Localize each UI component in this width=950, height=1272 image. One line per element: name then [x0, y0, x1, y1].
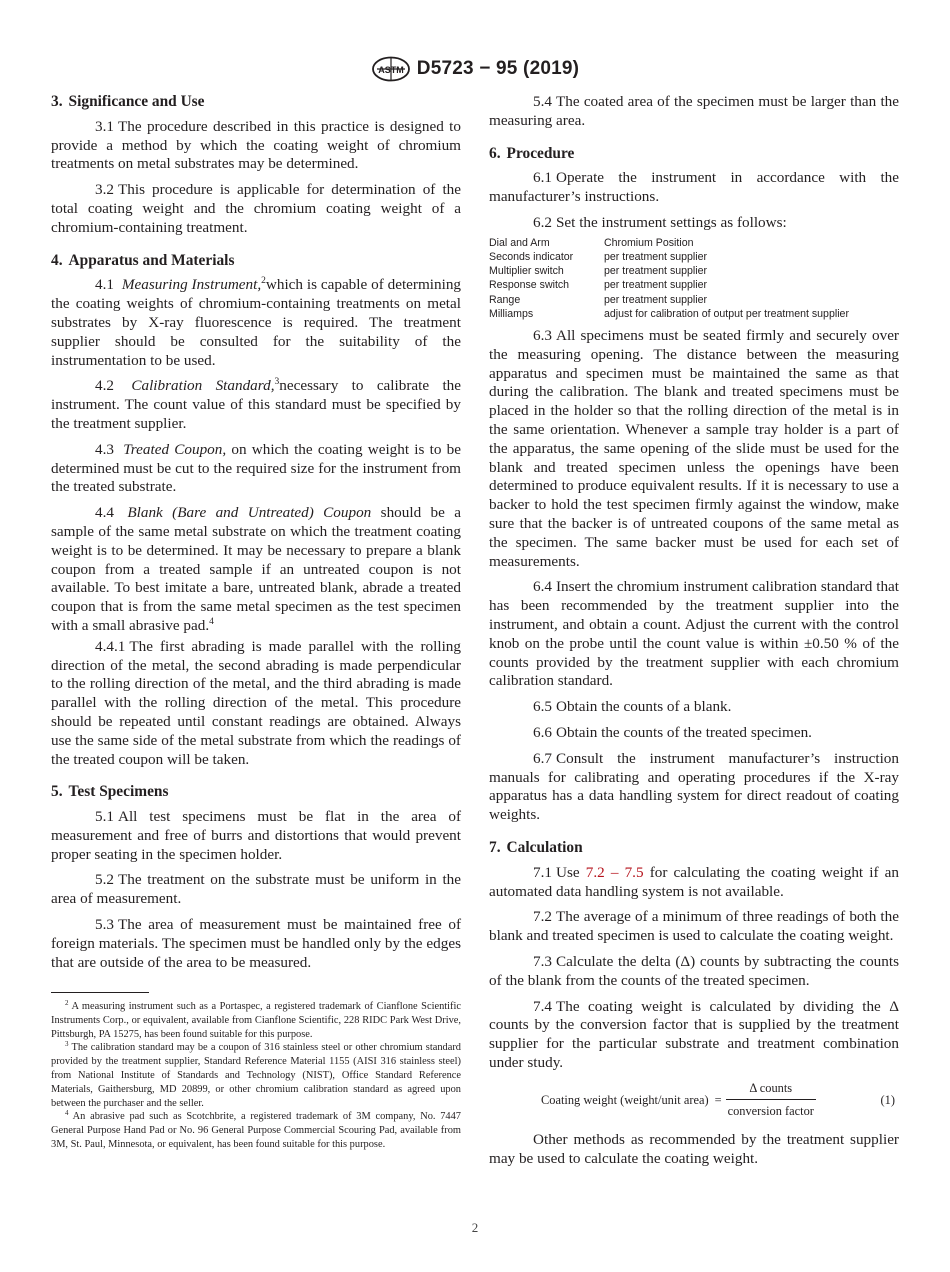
paragraph-number: 4.2 — [95, 377, 114, 395]
paragraph-text: The procedure described in this practice is designed to provide a method by which the coating weight of chromium treatments on metal substrates may be determined. — [51, 117, 461, 173]
paragraph-number: 4.4.1 — [95, 637, 126, 655]
paragraph-number: 7.1 — [533, 863, 552, 881]
fraction-denominator: conversion factor — [727, 1104, 814, 1119]
paragraph-number: 5.2 — [95, 871, 114, 889]
fraction — [728, 1079, 814, 1122]
settings-row — [489, 250, 899, 264]
paragraph-number: 6.6 — [533, 723, 552, 741]
footnote-text: The calibration standard may be a coupon of 316 stainless steel or other chromium standard provided by the treatment supplier, Standard Reference Material 1155 (AISI 316 stainless steel) from National Institute of Standards and Technology (NIST), Office Standard Reference Materials, Gaithersburg, MD 20899, or other chromium calibration standard as agreed upon between the purchaser and the seller. — [51, 1042, 461, 1109]
footnote-ref[interactable]: 4 — [209, 616, 214, 627]
setting-value: adjust for calibration of output per treatment supplier — [604, 307, 849, 320]
section-heading-7 — [489, 839, 899, 858]
footnote-ref[interactable]: 3 — [274, 377, 280, 388]
section-title: Procedure — [506, 144, 575, 162]
setting-name: Milliamps — [489, 307, 534, 320]
section-number: 4. — [51, 251, 63, 269]
instrument-settings-table — [489, 236, 899, 321]
setting-value: per treatment supplier — [604, 265, 708, 278]
paragraph-6-4 — [489, 578, 899, 691]
section-number: 6. — [489, 144, 501, 162]
fraction-numerator: Δ counts — [726, 1079, 816, 1101]
footnote-divider — [51, 992, 149, 993]
setting-name: Range — [489, 293, 521, 306]
page-number: 2 — [471, 1220, 479, 1235]
section-range-link[interactable]: 7.2 – 7.5 — [585, 863, 644, 881]
paragraph-number: 6.4 — [533, 578, 552, 596]
paragraph-6-2 — [489, 214, 899, 233]
paragraph-text: This procedure is applicable for determination of the total coating weight and the chromium coating weight of a chromium-containing treatment. — [51, 181, 461, 236]
paragraph-text: The treatment on the substrate must be uniform in the area of measurement. — [51, 871, 461, 908]
paragraph-number: 5.4 — [533, 93, 552, 110]
defined-term: Calibration Standard, — [131, 377, 275, 395]
paragraph-6-3 — [489, 327, 899, 571]
paragraph-text: All test specimens must be flat in the area of measurement and free of burrs and distortions that would prevent proper seating in the specimen holder. — [51, 808, 461, 863]
paragraph-text: which is capable of determining the coating weights of chromium-containing treatments on metal substrates by X-ray fluorescence is required. The treatment supplier should be consulted for the suitability of the instrumentation to be used. — [51, 276, 462, 369]
paragraph-text: The first abrading is made parallel with the rolling direction of the metal, the second abrading is made perpendicular to the rolling direction of the metal, and the third abrading is made parallel with the rolling direction of the metal. This procedure should be repeated until constant readings are obtained. Always use the same side of the metal substrate from which the readings of the treated coupon will be taken. — [51, 637, 461, 768]
paragraph-4-1 — [51, 276, 461, 370]
footnotes — [51, 1000, 461, 1152]
footnote-mark: 3 — [65, 1040, 69, 1049]
footnote-2 — [51, 1000, 461, 1041]
paragraph-number: 4.4 — [95, 504, 114, 522]
footnote-mark: 2 — [65, 999, 69, 1007]
setting-value: per treatment supplier — [604, 250, 708, 263]
footnote-text: An abrasive pad such as Scotchbrite, a registered trademark of 3M company, No. 7447 General Purpose Hand Pad or No. 96 General Purpose Commercial Scouring Pad, available from 3M, St. Paul, Minnesota, or equivalent, has been found suitable for this purpose. — [51, 1111, 462, 1150]
section-heading-5 — [51, 783, 461, 802]
paragraph-4-3 — [51, 441, 461, 497]
paragraph-text: The coated area of the specimen must be larger than the measuring area. — [489, 93, 899, 129]
paragraph-other-methods — [489, 1131, 899, 1169]
defined-term: Blank (Bare and Untreated) Coupon — [127, 504, 372, 522]
setting-name: Multiplier switch — [489, 265, 564, 278]
paragraph-text: Set the instrument settings as follows: — [555, 213, 787, 231]
equation-1 — [489, 1079, 899, 1122]
equation-lhs: Coating weight (weight/unit area) — [541, 1092, 709, 1107]
setting-name: Seconds indicator — [489, 250, 574, 263]
standard-designation: D5723 − 95 (2019) — [416, 58, 580, 79]
paragraph-6-5 — [489, 698, 899, 717]
paragraph-number: 5.3 — [95, 916, 114, 934]
equation-number: (1) — [880, 1092, 895, 1107]
paragraph-text: Other methods as recommended by the treatment supplier may be used to calculate the coating weight. — [489, 1131, 899, 1168]
paragraph-number: 4.3 — [95, 440, 114, 458]
paragraph-number: 6.2 — [533, 213, 552, 231]
paragraph-text: for calculating the coating weight if an automated data handling system is not available. — [489, 863, 899, 900]
paragraph-3-1 — [51, 118, 461, 174]
paragraph-number: 6.1 — [533, 169, 552, 187]
footnote-ref[interactable]: 2 — [261, 276, 266, 287]
paragraph-text: on which the coating weight is to be determined must be cut to the required size for the instrument from the treated substrate. — [51, 440, 461, 496]
section-number: 5. — [51, 783, 63, 801]
paragraph-text: Operate the instrument in accordance with the manufacturer’s instructions. — [489, 169, 899, 206]
paragraph-5-2 — [51, 871, 461, 909]
right-column — [489, 93, 899, 1176]
setting-value: per treatment supplier — [604, 293, 708, 306]
paragraph-text: Calculate the delta (Δ) counts by subtracting the counts of the blank from the counts of the treated specimen. — [489, 952, 899, 989]
paragraph-text: Obtain the counts of a blank. — [555, 698, 732, 716]
paragraph-text: should be a sample of the same metal substrate on which the treatment coating weight is to be determined. It may be necessary to prepare a blank coupon from a treated sample if an untreated coupon is not available. To best imitate a bare, untreated blank, abrade a treated coupon that is from the same metal specimen as the test specimen with a small abrasive pad. — [51, 504, 461, 634]
paragraph-7-3 — [489, 953, 899, 991]
section-title: Significance and Use — [68, 93, 205, 110]
paragraph-text: All specimens must be seated firmly and securely over the measuring opening. The distance between the measuring apparatus and specimen must be maintained the same as that during the calibration. The blank and treated specimens must be placed in the holder so that the rolling direction of the metal is in the same orientation. Whenever a sample tray holder is a part of the apparatus, the same opening of the slide must be used for the blank and treated specimen unless the openings have been determined to produce equivalent results. If it is necessary to use a backer to hold the test specimen firmly against the window, make sure that the backer is of untreated coupons of the same metal as the specimen. The same backer must be used for each set of measurements. — [489, 327, 899, 570]
paragraph-5-3 — [51, 916, 461, 972]
paragraph-number: 3.1 — [95, 117, 114, 135]
paragraph-5-1 — [51, 808, 461, 864]
setting-name: Dial and Arm — [489, 236, 550, 249]
footnote-3 — [51, 1041, 461, 1110]
section-number: 7. — [489, 838, 501, 856]
paragraph-3-2 — [51, 181, 461, 237]
settings-row — [489, 278, 899, 292]
paragraph-text: necessary to calibrate the instrument. The count value of this standard must be specified by the treatment supplier. — [51, 377, 461, 432]
settings-row — [489, 264, 899, 278]
left-column — [51, 93, 461, 979]
settings-row — [489, 293, 899, 307]
section-number: 3. — [51, 93, 63, 110]
paragraph-4-4 — [51, 504, 461, 636]
paragraph-number: 4.1 — [95, 276, 114, 294]
paragraph-7-4 — [489, 998, 899, 1073]
footnote-text: A measuring instrument such as a Portaspec, a registered trademark of Cianflone Scientific Instruments Corp., or equivalent, available from Cianflone Scientific, 228 RIDC Park West Drive, Pittsburgh, PA 15275, has been found suitable for this purpose. — [51, 1001, 461, 1040]
equals-sign: = — [714, 1092, 722, 1107]
paragraph-text: Consult the instrument manufacturer’s instruction manuals for calibrating and operating procedures if the X-ray apparatus has a data handling system for direct readout of coating weights. — [489, 749, 899, 824]
paragraph-text: Obtain the counts of the treated specimen. — [555, 723, 812, 741]
paragraph-4-2 — [51, 377, 461, 433]
setting-name: Response switch — [489, 279, 570, 292]
paragraph-number: 3.2 — [95, 181, 114, 199]
footnote-4 — [51, 1110, 461, 1151]
paragraph-6-6 — [489, 724, 899, 743]
paragraph-number: 6.3 — [533, 327, 552, 344]
setting-value: per treatment supplier — [604, 279, 708, 292]
section-heading-3 — [51, 93, 461, 112]
paragraph-text: Use — [555, 863, 586, 881]
paragraph-number: 6.7 — [533, 749, 552, 767]
paragraph-text: The average of a minimum of three readings of both the blank and treated specimen is used to calculate the coating weight. — [489, 908, 899, 945]
settings-row — [489, 307, 899, 321]
section-heading-4 — [51, 252, 461, 271]
defined-term: Treated Coupon, — [123, 440, 227, 458]
section-title: Apparatus and Materials — [68, 251, 235, 269]
astm-logo-icon — [371, 56, 411, 82]
settings-row — [489, 236, 899, 250]
defined-term: Measuring Instrument, — [121, 276, 262, 294]
paragraph-text: Insert the chromium instrument calibration standard that has been recommended by the treatment supplier into the instrument, and obtain a count. Adjust the current with the control knob on the probe until the count value is within ±0.50 % of the counts provided by the treatment supplier with each chromium calibration standard. — [489, 578, 899, 690]
paragraph-5-4 — [489, 93, 899, 131]
paragraph-number: 7.2 — [533, 908, 552, 926]
setting-value: Chromium Position — [604, 236, 694, 249]
section-heading-6 — [489, 145, 899, 164]
svg-text:ASTM: ASTM — [378, 65, 404, 75]
paragraph-text: The area of measurement must be maintained free of foreign materials. The specimen must be handled only by the edges that are outside of the area to be measured. — [51, 916, 461, 971]
paragraph-7-1 — [489, 864, 899, 902]
paragraph-number: 6.5 — [533, 698, 552, 716]
paragraph-7-2 — [489, 908, 899, 946]
paragraph-text: The coating weight is calculated by dividing the Δ counts by the conversion factor that is supplied by the treatment supplier for the particular substrate and treatment combination under study. — [489, 997, 899, 1071]
section-title: Test Specimens — [68, 783, 169, 801]
paragraph-number: 5.1 — [95, 808, 114, 826]
footnote-mark: 4 — [65, 1109, 69, 1118]
paragraph-number: 7.4 — [533, 997, 552, 1015]
paragraph-6-7 — [489, 750, 899, 825]
paragraph-number: 7.3 — [533, 952, 552, 970]
paragraph-4-4-1 — [51, 638, 461, 770]
section-title: Calculation — [506, 838, 583, 856]
paragraph-6-1 — [489, 169, 899, 207]
document-header — [0, 56, 950, 82]
